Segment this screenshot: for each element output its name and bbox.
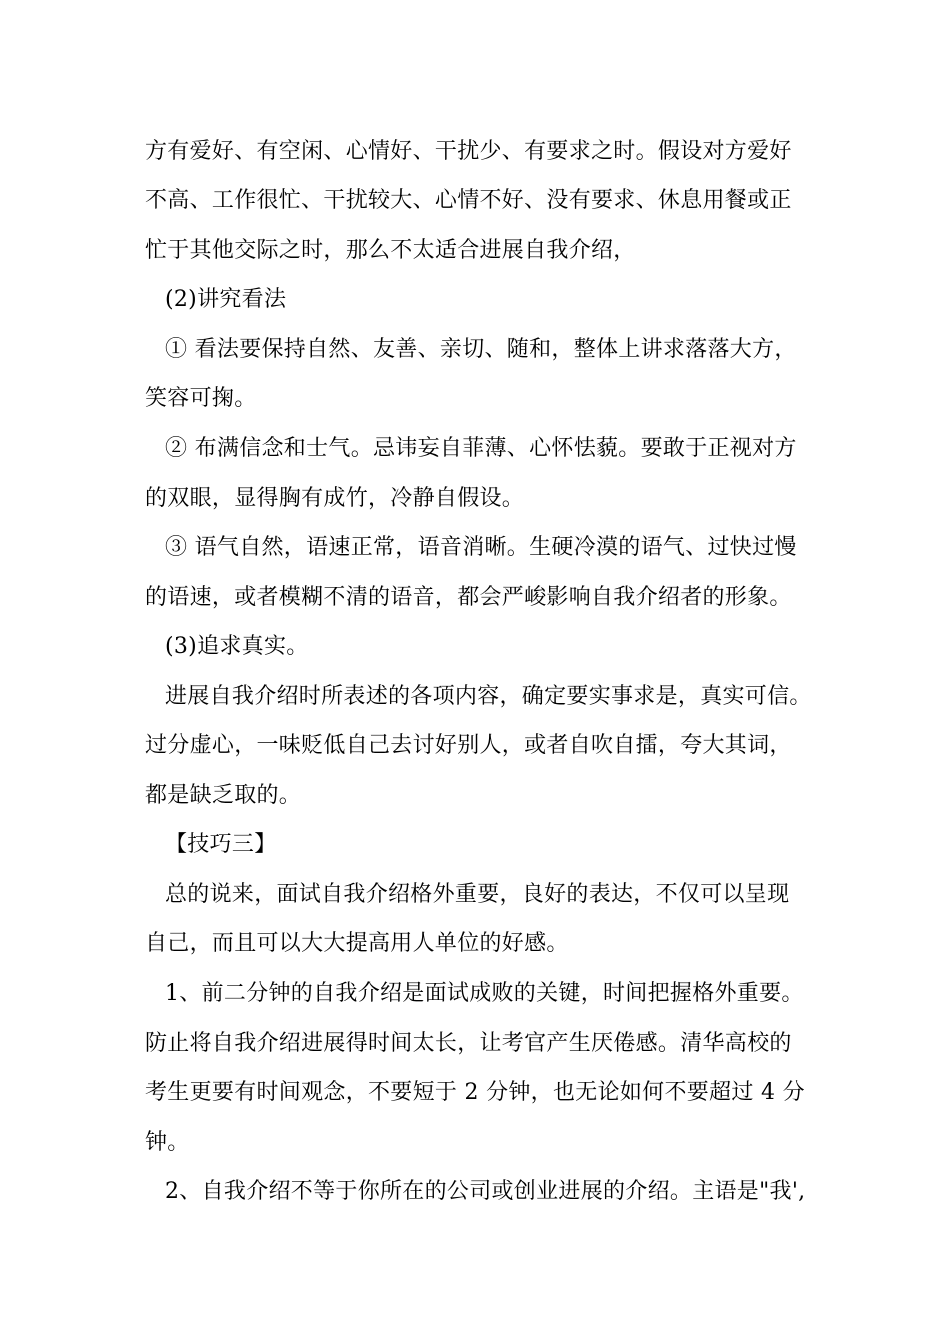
paragraph-line: 不高、工作很忙、干扰较大、心情不好、没有要求、休息用餐或正 xyxy=(145,188,792,213)
list-item: ③ 语气自然，语速正常，语音消晰。生硬冷漠的语气、过快过慢 xyxy=(165,535,797,560)
section-heading: (2)讲究看法 xyxy=(165,287,287,312)
section-heading: 【技巧三】 xyxy=(165,832,277,857)
paragraph-line: 防止将自我介绍进展得时间太长，让考官产生厌倦感。清华高校的 xyxy=(145,1031,792,1056)
list-item: 1、前二分钟的自我介绍是面试成败的关键，时间把握格外重要。 xyxy=(165,981,804,1006)
paragraph-line: 总的说来，面试自我介绍格外重要，良好的表达，不仅可以呈现 xyxy=(165,882,790,907)
paragraph-line: 过分虚心，一味贬低自己去讨好别人，或者自吹自擂，夸大其词， xyxy=(145,733,792,758)
paragraph-line: 考生更要有时间观念，不要短于 2 分钟，也无论如何不要超过 4 分 xyxy=(145,1080,805,1105)
paragraph-line: 的双眼，显得胸有成竹，冷静自假设。 xyxy=(145,486,525,511)
paragraph-line: 进展自我介绍时所表述的各项内容，确定要实事求是，真实可信。 xyxy=(165,684,812,709)
paragraph-line: 钟。 xyxy=(145,1130,190,1155)
paragraph-line: 忙于其他交际之时，那么不太适合进展自我介绍， xyxy=(145,238,636,263)
paragraph-line: 都是缺乏取的。 xyxy=(145,783,302,808)
paragraph-line: 笑容可掬。 xyxy=(145,386,257,411)
paragraph-line: 自己，而且可以大大提高用人单位的好感。 xyxy=(145,931,569,956)
paragraph-line: 的语速，或者模糊不清的语音，都会严峻影响自我介绍者的形象。 xyxy=(145,585,792,610)
section-heading: (3)追求真实。 xyxy=(165,634,309,659)
list-item: ① 看法要保持自然、友善、亲切、随和，整体上讲求落落大方， xyxy=(165,337,797,362)
paragraph-line: 方有爱好、有空闲、心情好、干扰少、有要求之时。假设对方爱好 xyxy=(145,139,792,164)
list-item: 2、自我介绍不等于你所在的公司或创业进展的介绍。主语是"我', xyxy=(165,1179,806,1204)
list-item: ② 布满信念和士气。忌讳妄自菲薄、心怀怯藐。要敢于正视对方 xyxy=(165,436,797,461)
